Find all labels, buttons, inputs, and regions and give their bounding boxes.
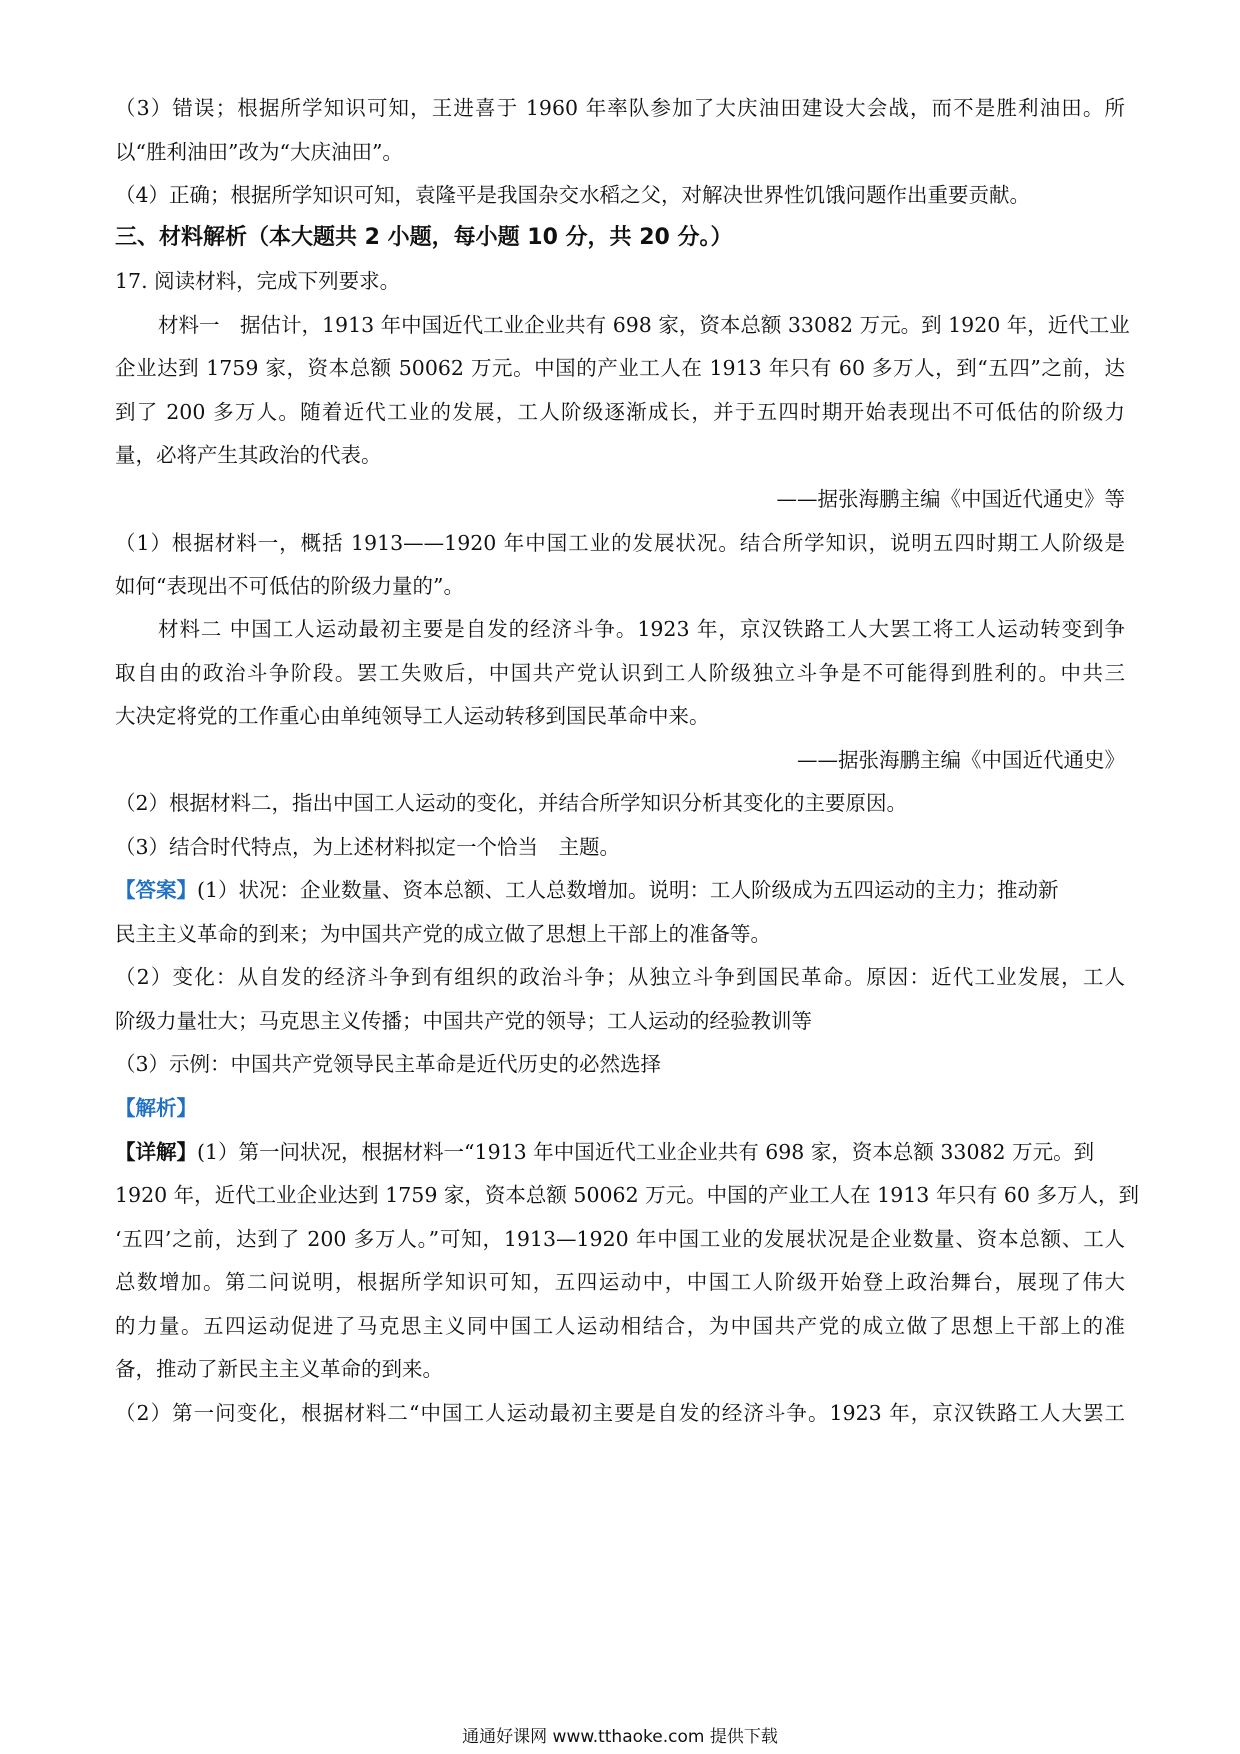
detail-text: 备，推动了新民主主义革命的到来。 xyxy=(115,1357,443,1381)
detail-line xyxy=(115,1137,1125,1167)
detail-text: 总数增加。第二问说明，根据所学知识可知，五四运动中，中国工人阶级开始登上政治舞台，展现了伟大 xyxy=(115,1270,1125,1294)
detail-tag: 【详解】 xyxy=(115,1140,197,1164)
material-text: 企业达到 1759 家，资本总额 50062 万元。中国的产业工人在 1913 年只有 60 多万人，到“五四”之前，达 xyxy=(115,356,1125,380)
answer-text: （3）示例：中国共产党领导民主革命是近代历史的必然选择 xyxy=(115,1052,662,1076)
page-footer: 通通好课网 www.tthaoke.com 提供下载 xyxy=(462,1727,778,1747)
text-line: 以“胜利油田”改为“大庆油田”。 xyxy=(115,140,403,164)
question-text: （1）根据材料一，概括 1913——1920 年中国工业的发展状况。结合所学知识，说明五四时期工人阶级是 xyxy=(115,531,1125,555)
analysis-tag: 【解析】 xyxy=(115,1096,197,1120)
question-text: 如何“表现出不可低估的阶级力量的”。 xyxy=(115,574,464,598)
answer-line xyxy=(115,875,1125,905)
section-heading: 三、材料解析（本大题共 2 小题，每小题 10 分，共 20 分。） xyxy=(115,225,733,250)
text-line: （3）错误；根据所学知识可知，王进喜于 1960 年率队参加了大庆油田建设大会战，而不是胜利油田。所 xyxy=(115,96,1125,120)
material-source: ——据张海鹏主编《中国近代通史》等 xyxy=(776,487,1125,511)
question-text: （3）结合时代特点，为上述材料拟定一个恰当 主题。 xyxy=(115,835,621,859)
material-text: 量，必将产生其政治的代表。 xyxy=(115,443,382,467)
material-text: 材料二 中国工人运动最初主要是自发的经济斗争。1923 年，京汉铁路工人大罢工将工人运动转变到争 xyxy=(158,617,1125,641)
answer-text: 阶级力量壮大；马克思主义传播；中国共产党的领导；工人运动的经验教训等 xyxy=(115,1009,812,1033)
material-text: 大决定将党的工作重心由单纯领导工人运动转移到国民革命中来。 xyxy=(115,704,710,728)
detail-text: 的力量。五四运动促进了马克思主义同中国工人运动相结合，为中国共产党的成立做了思想上干部上的准 xyxy=(115,1314,1125,1338)
material-text: 到了 200 多万人。随着近代工业的发展，工人阶级逐渐成长，并于五四时期开始表现出不可低估的阶级力 xyxy=(115,400,1125,424)
answer-text: (1）状况：企业数量、资本总额、工人总数增加。说明：工人阶级成为五四运动的主力；推动新 xyxy=(197,878,1059,902)
material-source: ——据张海鹏主编《中国近代通史》 xyxy=(797,748,1125,772)
answer-text: （2）变化：从自发的经济斗争到有组织的政治斗争；从独立斗争到国民革命。原因：近代工业发展，工人 xyxy=(115,965,1125,989)
material-text: 材料一 据估计，1913 年中国近代工业企业共有 698 家，资本总额 33082 万元。到 1920 年，近代工业 xyxy=(158,313,1130,337)
detail-text: 1920 年，近代工业企业达到 1759 家，资本总额 50062 万元。中国的产业工人在 1913 年只有 60 多万人，到 xyxy=(115,1183,1139,1207)
detail-text: ‘五四’之前，达到了 200 多万人。”可知，1913—1920 年中国工业的发展状况是企业数量、资本总额、工人 xyxy=(115,1227,1125,1251)
detail-text: （2）第一问变化，根据材料二“中国工人运动最初主要是自发的经济斗争。1923 年，京汉铁路工人大罢工 xyxy=(115,1401,1125,1425)
answer-text: 民主主义革命的到来；为中国共产党的成立做了思想上干部上的准备等。 xyxy=(115,922,771,946)
detail-text: (1）第一问状况，根据材料一“1913 年中国近代工业企业共有 698 家，资本总额 33082 万元。到 xyxy=(197,1140,1095,1164)
question-text: （2）根据材料二，指出中国工人运动的变化，并结合所学知识分析其变化的主要原因。 xyxy=(115,791,908,815)
question-stem: 17. 阅读材料，完成下列要求。 xyxy=(115,269,401,293)
material-text: 取自由的政治斗争阶段。罢工失败后，中国共产党认识到工人阶级独立斗争是不可能得到胜利的。中共三 xyxy=(115,661,1125,685)
text-line: （4）正确；根据所学知识可知，袁隆平是我国杂交水稻之父，对解决世界性饥饿问题作出重要贡献。 xyxy=(115,183,1031,207)
answer-tag: 【答案】 xyxy=(115,878,197,902)
